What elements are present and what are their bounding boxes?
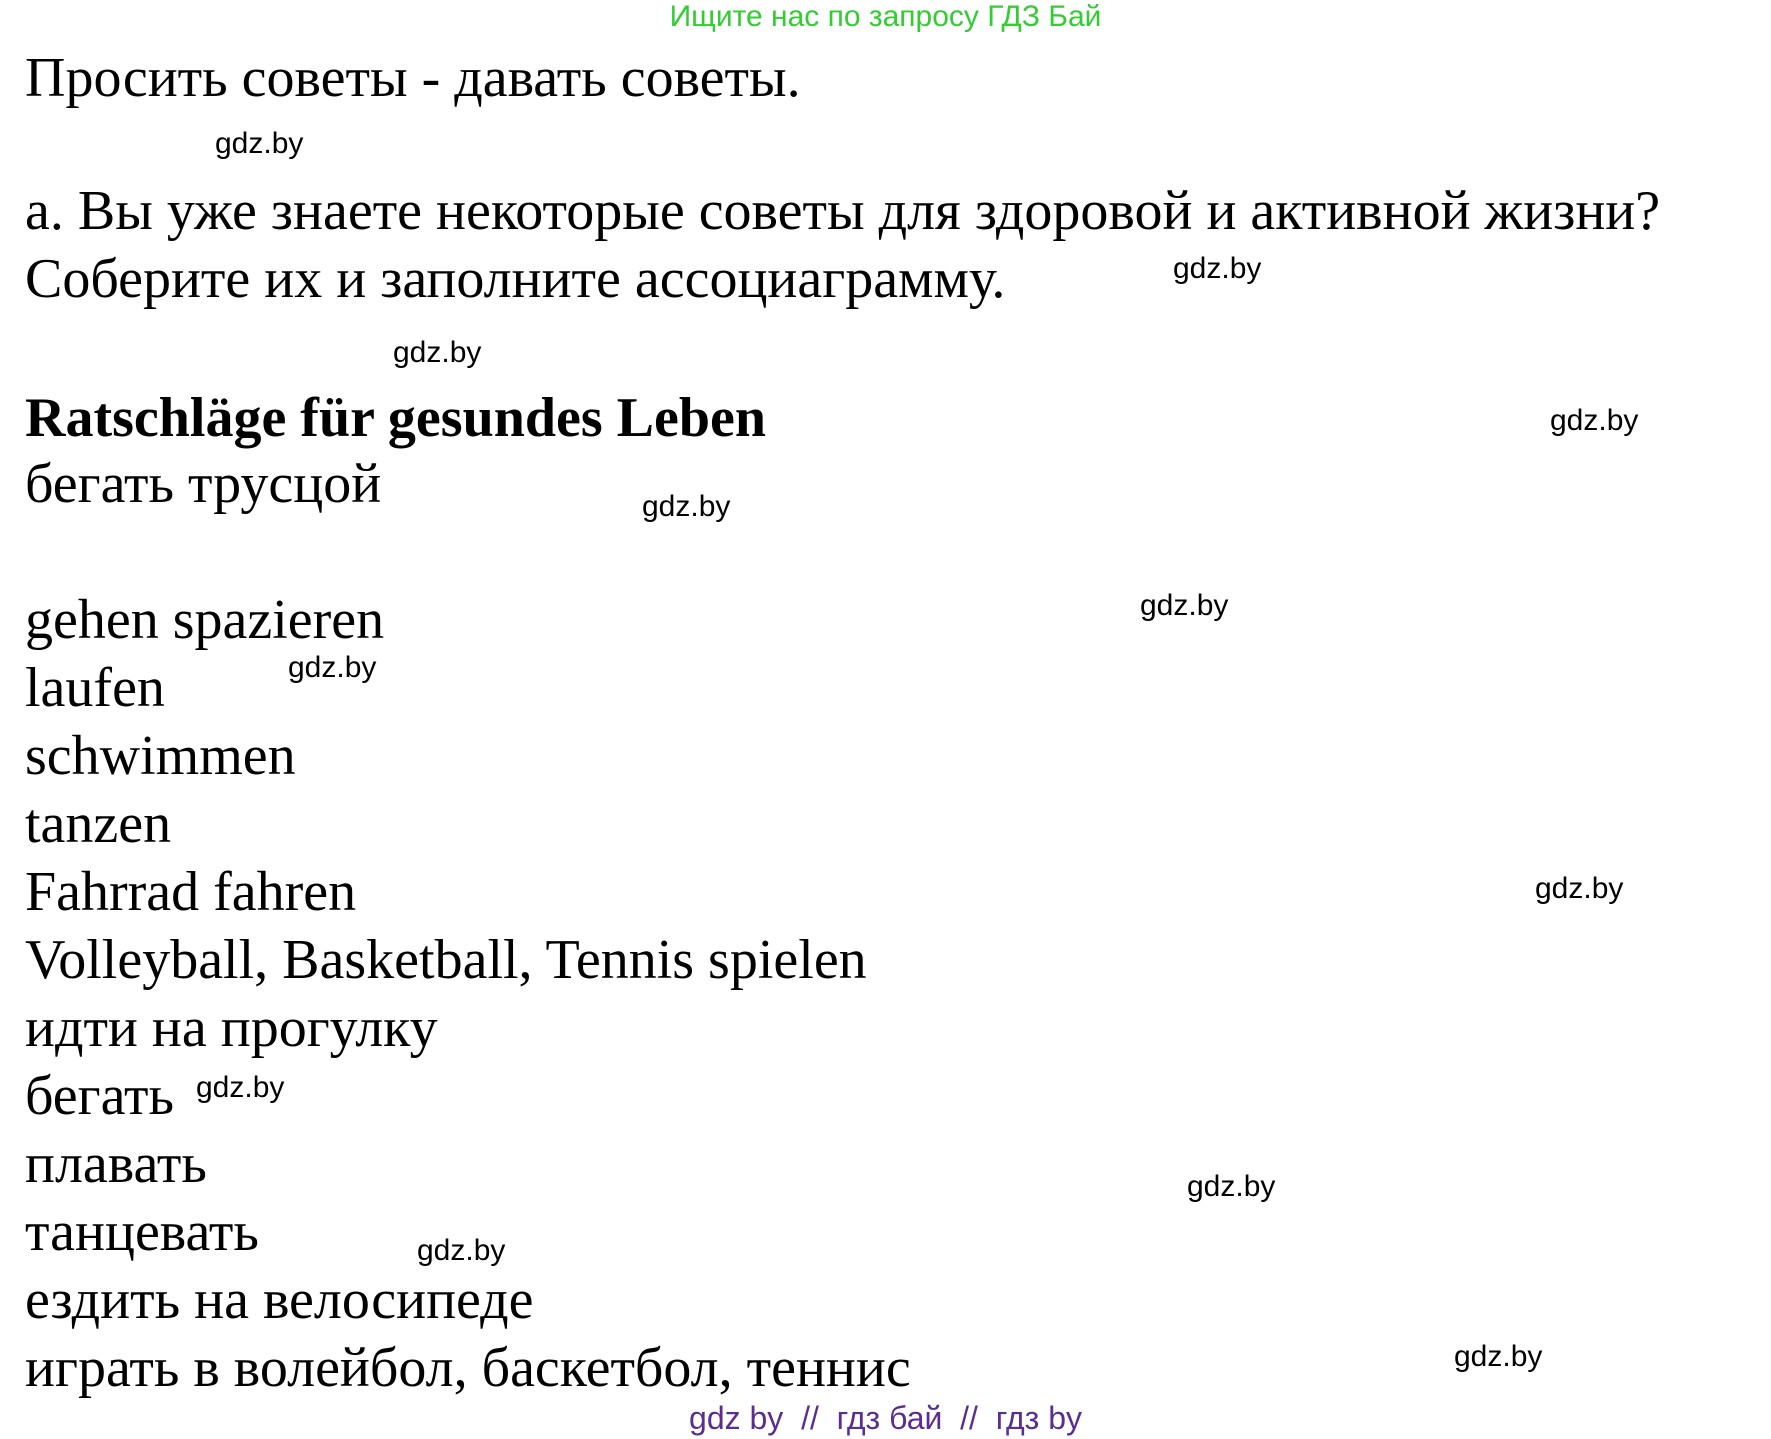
german-item: Volleyball, Basketball, Tennis spielen <box>25 929 867 991</box>
russian-item: играть в волейбол, баскетбол, теннис <box>25 1337 911 1399</box>
watermark: gdz.by <box>1173 252 1262 285</box>
watermark: gdz.by <box>1187 1170 1276 1203</box>
watermark: gdz.by <box>1140 589 1229 622</box>
watermark: gdz.by <box>1535 872 1624 905</box>
russian-item: плавать <box>25 1133 207 1195</box>
section-title: Ratschläge für gesundes Leben <box>25 387 767 449</box>
footer-links: gdz by // гдз бай // гдз by <box>689 1400 1082 1436</box>
russian-item: ездить на велосипеде <box>25 1269 534 1331</box>
top-banner: Ищите нас по запросу ГДЗ Бай <box>669 0 1102 33</box>
watermark: gdz.by <box>1454 1340 1543 1373</box>
watermark: gdz.by <box>196 1071 285 1104</box>
page-heading: Просить советы - давать советы. <box>25 47 801 109</box>
german-item: schwimmen <box>25 725 296 787</box>
russian-item: танцевать <box>25 1201 259 1263</box>
watermark: gdz.by <box>417 1234 506 1267</box>
watermark: gdz.by <box>215 127 304 160</box>
german-item: Fahrrad fahren <box>25 861 357 923</box>
german-item: gehen spazieren <box>25 589 385 651</box>
task-line-2: Соберите их и заполните ассоциаграмму. <box>25 248 1006 310</box>
watermark: gdz.by <box>1550 404 1639 437</box>
watermark: gdz.by <box>393 336 482 369</box>
watermark: gdz.by <box>642 490 731 523</box>
task-line-1: а. Вы уже знаете некоторые советы для здоровой и активной жизни? <box>25 180 1661 242</box>
russian-item: бегать <box>25 1065 174 1127</box>
german-item: laufen <box>25 657 165 719</box>
german-item: tanzen <box>25 793 172 855</box>
russian-item: идти на прогулку <box>25 997 438 1059</box>
first-translation: бегать трусцой <box>25 453 382 515</box>
watermark: gdz.by <box>288 651 377 684</box>
